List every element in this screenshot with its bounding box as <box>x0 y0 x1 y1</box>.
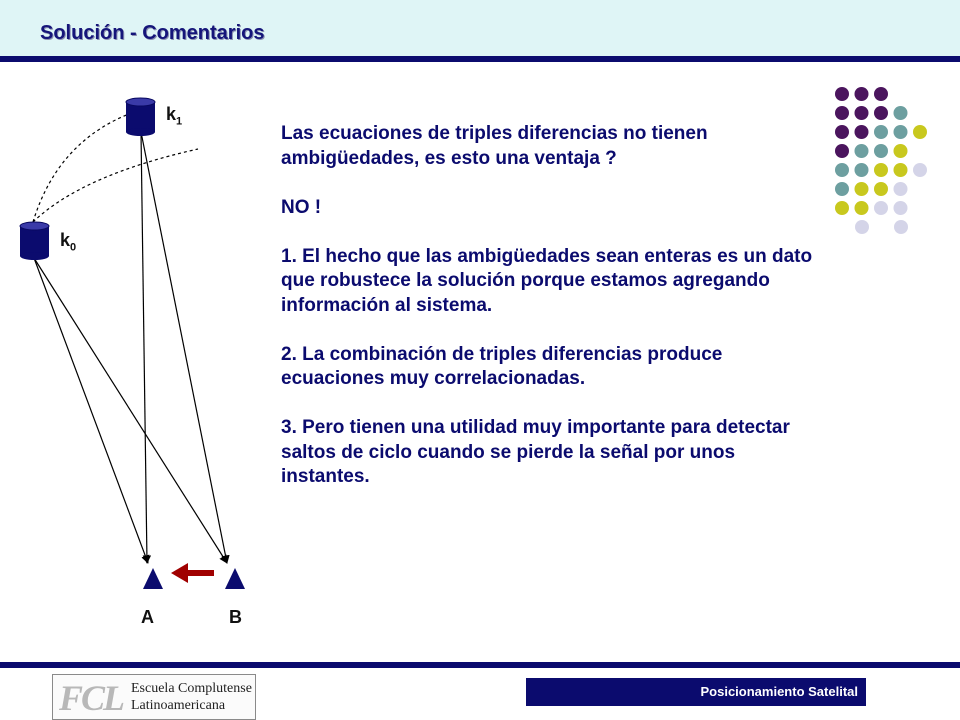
satellite-k0-label: $k_0$ <box>60 230 77 254</box>
satellite-k1-icon <box>126 98 155 136</box>
answer-paragraph: NO ! <box>281 196 322 218</box>
point-3-paragraph: 3. Pero tienen una utilidad muy importante para detectar saltos de ciclo cuando se pierde la señal por unos instantes. <box>281 417 790 487</box>
course-badge: Posicionamiento Satelital <box>526 678 866 706</box>
comment-text <box>281 122 821 514</box>
question-paragraph: Las ecuaciones de triples diferencias no tienen ambigüedades, es esto una ventaja ? <box>281 123 708 169</box>
receiver-a-label: A <box>141 607 154 627</box>
slide-title: Solución - Comentarios <box>40 22 265 44</box>
point-1-paragraph: 1. El hecho que las ambigüedades sean enteras es un dato que robustece la solución porque estamos agregando información al sistema. <box>281 245 813 316</box>
orbit-arc-outer <box>33 149 198 222</box>
signal-line-k1-b <box>141 132 227 563</box>
orbit-arc-inner <box>33 112 134 222</box>
satellite-k0-icon <box>20 222 49 260</box>
satellite-k1-label: $k_1$ <box>166 104 183 128</box>
signal-line-k1-a <box>141 132 147 563</box>
baseline-arrow-icon <box>171 563 214 583</box>
footer-divider <box>0 662 960 668</box>
point-2-paragraph: 2. La combinación de triples diferencias produce ecuaciones muy correlacionadas. <box>281 343 723 389</box>
institution-logo <box>52 674 256 720</box>
logo-line-2: Latinoamericana <box>131 698 226 713</box>
receiver-b-icon <box>225 568 245 589</box>
receiver-a-icon <box>143 568 163 589</box>
logo-mark: FCL <box>59 678 124 718</box>
receiver-b-label: B <box>229 607 242 627</box>
logo-line-1: Escuela Complutense <box>131 681 252 696</box>
